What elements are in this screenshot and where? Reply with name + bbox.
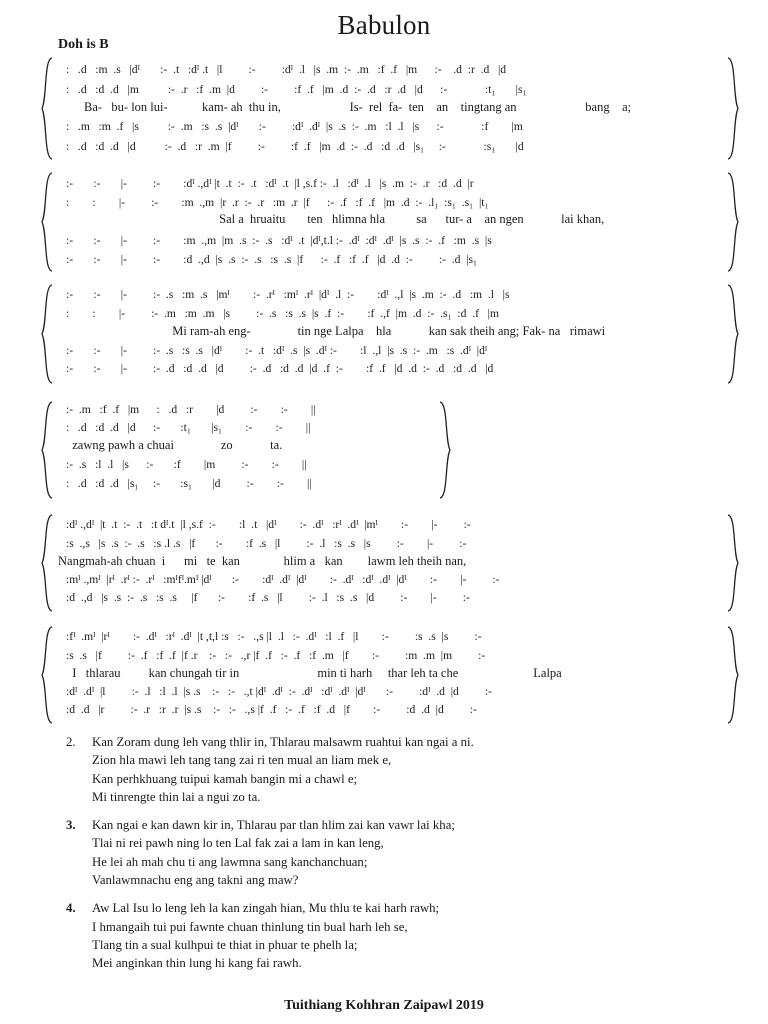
left-brace-icon [40, 284, 54, 384]
right-brace-icon [726, 172, 740, 272]
score-system-5 [40, 514, 740, 612]
soprano-line: :fᴵ .mᴵ |rᴵ :- .dᴵ :rᴵ .dᴵ |t ,t,l :s :- .,s |l .l :- .dᴵ :l .f |l :- :s .s |s :- [66, 630, 482, 643]
right-brace-icon [726, 626, 740, 724]
lyric-line: I thlarau kan chungah tir in min ti harh thar leh ta che Lalpa [66, 666, 562, 680]
bass-line: :- :- |- :- :d .,d |s .s :- .s :s .s |f :- .f :f .f |d .d :- :- .d |s₁ [66, 253, 478, 266]
verse-number: 4. [66, 901, 76, 916]
tenor-line: :dᴵ .dᴵ |l :- .l :l .l |s .s :- :- .,t |dᴵ .dᴵ :- .dᴵ :dᴵ .dᴵ |dᴵ :- :dᴵ .d |d :- [66, 685, 492, 698]
verse-line: Mei anginkan thin lung hi kang fai rawh. [92, 956, 302, 971]
alto-line: : .d :d .d |d :- :t₁ |s₁ :- :- || [66, 421, 311, 434]
verse-line: Aw Lal Isu lo leng leh la kan zingah hian, Mu thlu te kai harh rawh; [92, 901, 440, 916]
soprano-line: :dᴵ .,dᴵ |t .t :- .t :t dᴵ.t |l ,s.f :- :l .t |dᴵ :- .dᴵ :rᴵ .dᴵ |mᴵ :- |- :- [66, 518, 471, 531]
tenor-line: : .m :m .f |s :- .m :s .s |dᴵ :- :dᴵ .dᴵ |s .s :- .m :l .l |s :- :f |m [66, 120, 523, 133]
verse-number: 3. [66, 818, 76, 833]
verse-line: I hmangaih tui pui fawnte chuan thinlung tin bual harh leh se, [92, 919, 408, 934]
verse-4 [66, 899, 718, 972]
soprano-line: : .d :m .s |dᴵ :- .t :dᴵ .t |l :- :dᴵ .l |s .m :- .m :f .f |m :- .d :r .d |d [66, 63, 507, 76]
lyric-line: zawng pawh a chuai zo ta. [66, 438, 283, 452]
right-brace-icon [726, 514, 740, 612]
bass-line: :d .,d |s .s :- .s :s .s |f :- :f .s |l :- .l :s .s |d :- |- :- [66, 591, 470, 604]
verse-3 [66, 816, 718, 889]
lyric-line: Sal a hruaitu ten hlimna hla sa tur- a an ngen lai khan, [66, 212, 605, 226]
verse-line: Mi tinrengte thin lai a ngui zo ta. [92, 789, 261, 804]
song-title: Babulon [337, 10, 431, 40]
lyric-line: Mi ram-ah eng- tin nge Lalpa hla kan sak theih ang; Fak- na rimawi [66, 324, 606, 338]
left-brace-icon [40, 401, 54, 499]
soprano-line: :- :- |- :- .s :m .s |mᴵ :- .rᴵ :mᴵ .rᴵ |dᴵ .l :- :dᴵ .,l |s .m :- .d :m .l |s [66, 288, 510, 301]
left-brace-icon [40, 514, 54, 612]
verse-line: Zion hla mawi leh tang tang zai ri ten mual an liam mek e, [92, 753, 392, 768]
left-brace-icon [40, 626, 54, 724]
key-signature: Doh is B [58, 37, 109, 52]
verse-line: Kan ngai e kan dawn kir in, Thlarau par tlan hlim zai kan vawr lai kha; [92, 818, 455, 833]
tenor-line: :- .s :l .l |s :- :f |m :- :- || [66, 458, 307, 471]
lyric-line: Ba- bu- lon lui- kam- ah thu in, Is- rel fa- ten an tingtang an bang a; [84, 100, 632, 114]
verse-line: He lei ah mah chu ti ang lawmna sang kanchanchuan; [92, 854, 368, 869]
lyric-line: Nangmah-ah chuan i mi te kan hlim a kan lawm leh theih nan, [58, 554, 467, 568]
alto-line: :s .s |f :- .f :f .f |f .r :- :- .,r |f .f :- .f :f .m |f :- :m .m |m :- [66, 649, 486, 662]
left-brace-icon [40, 172, 54, 272]
verse-line: Vanlawmnachu eng ang takni ang maw? [92, 873, 299, 888]
alto-line: :s .,s |s .s :- .s :s .l .s |f :- :f .s |l :- .l :s .s |s :- |- :- [66, 537, 467, 550]
score-system-4 [40, 401, 452, 499]
left-brace-icon [40, 57, 54, 160]
score-system-1 [40, 57, 740, 160]
alto-line: : : |- :- .m :m .m |s :- .s :s .s |s .f :- :f .,f |m .d :- .s₁ :d .f |m [66, 307, 500, 320]
alto-line: : .d :d .d |m :- .r :f .m |d :- :f .f |m .d :- .d :r .d |d :- :t₁ |s₁ [66, 83, 527, 96]
right-brace-icon [726, 284, 740, 384]
tenor-line: :- :- |- :- .s :s .s |dᴵ :- .t :dᴵ .s |s .dᴵ :- :l .,l |s .s :- .m :s .dᴵ |dᴵ [66, 344, 488, 357]
verses-section [66, 733, 718, 983]
verse-line: Tlang tin a sual kulhpui te thiat in phuar te phelh la; [92, 937, 358, 952]
alto-line: : : |- :- :m .,m |r .r :- .r :m .r |f :- .f :f .f |m .d :- .l₁ :s₁ .s₁ |t₁ [66, 196, 489, 209]
verse-line: Kan perhkhuang tuipui kamah bangin mi a chawl e; [92, 771, 358, 786]
score-system-2 [40, 172, 740, 272]
bass-line: :- :- |- :- .d :d .d |d :- .d :d .d |d .f :- :f .f |d .d :- .d :d .d |d [66, 362, 494, 375]
verse-number: 2. [66, 735, 76, 749]
tenor-line: :- :- |- :- :m .,m |m .s :- .s :dᴵ .t |dᴵ,t.l :- .dᴵ :dᴵ .dᴵ |s .s :- .f :m .s |s [66, 234, 492, 247]
verse-line: Kan Zoram dung leh vang thlir in, Thlarau malsawm ruahtui kan ngai a ni. [92, 735, 474, 749]
right-brace-icon [438, 401, 452, 499]
bass-line: :d .d |r :- .r :r .r |s .s :- :- .,s |f .f :- .f :f .d |f :- :d .d |d :- [66, 703, 477, 716]
score-system-3 [40, 284, 740, 384]
soprano-line: :- .m :f .f |m : .d :r |d :- :- || [66, 403, 316, 416]
verse-2 [66, 733, 718, 806]
bass-line: : .d :d .d |d :- .d :r .m |f :- :f .f |m .d :- .d :d .d |s₁ :- :s₁ |d [66, 140, 524, 153]
right-brace-icon [726, 57, 740, 160]
score-system-6 [40, 626, 740, 724]
verse-line: Tlai ni rei pawh ning lo ten Lal fak zai a lam in kan leng, [92, 836, 384, 851]
soprano-line: :- :- |- :- :dᴵ .,dᴵ |t .t :- .t :dᴵ .t |l ,s.f :- .l :dᴵ .l |s .m :- .r :d .d |r [66, 177, 474, 190]
footer-credit: Tuithiang Kohhran Zaipawl 2019 [284, 998, 484, 1013]
tenor-line: :mᴵ .,mᴵ |rᴵ .rᴵ :- .rᴵ :mᴵfᴵ.mᴵ |dᴵ :- :dᴵ .dᴵ |dᴵ :- .dᴵ :dᴵ .dᴵ |dᴵ :- |- :- [66, 573, 500, 586]
bass-line: : .d :d .d |s₁ :- :s₁ |d :- :- || [66, 477, 312, 490]
